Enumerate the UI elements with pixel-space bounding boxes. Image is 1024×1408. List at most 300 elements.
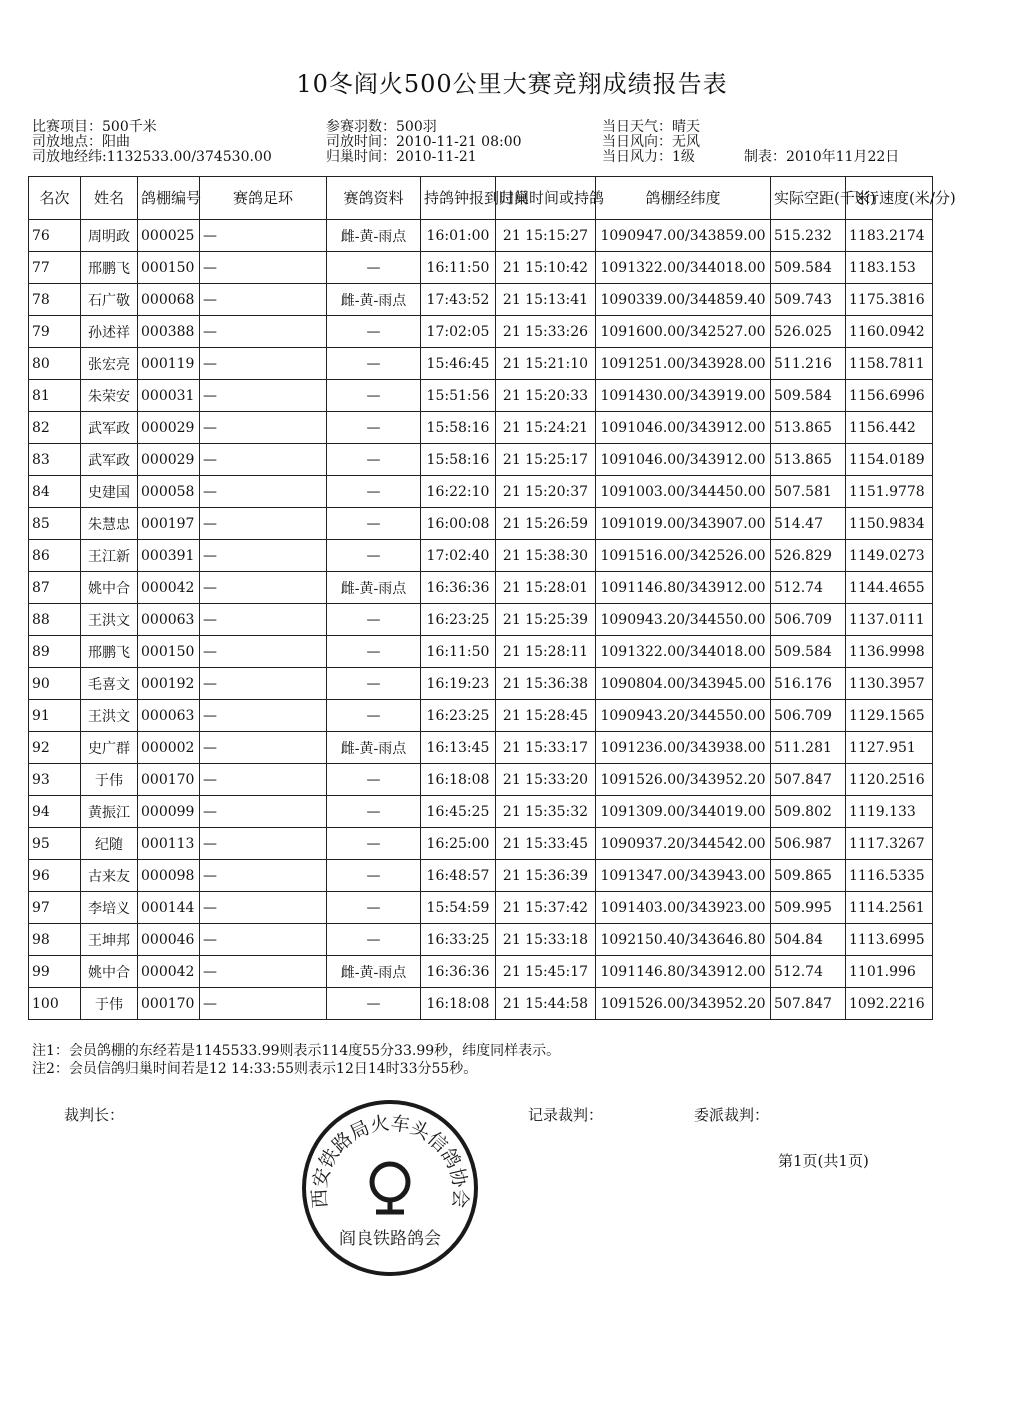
- row-distance: 507.847: [771, 988, 846, 1020]
- row-rank: 84: [29, 476, 81, 508]
- row-rank: 77: [29, 252, 81, 284]
- row-speed: 1117.3267: [846, 828, 933, 860]
- row-name: 孙述祥: [81, 316, 138, 348]
- row-ring: —: [200, 828, 327, 860]
- table-row: [29, 380, 933, 412]
- row-coords: 1090943.20/344550.00: [596, 700, 771, 732]
- row-ring: —: [200, 860, 327, 892]
- row-return-time: 21 15:25:39: [496, 604, 596, 636]
- row-coords: 1091526.00/343952.20: [596, 988, 771, 1020]
- row-name: 于伟: [81, 988, 138, 1020]
- header-clock-time: 持鸽钟报到时间: [421, 177, 496, 220]
- row-coords: 1091430.00/343919.00: [596, 380, 771, 412]
- row-info: —: [327, 892, 421, 924]
- row-info: 雌-黄-雨点: [327, 732, 421, 764]
- row-info: —: [327, 412, 421, 444]
- row-info: —: [327, 700, 421, 732]
- table-row: [29, 732, 933, 764]
- seal-outer-text: 西安铁路局火车头信鸽协会: [308, 1112, 472, 1209]
- row-speed: 1101.996: [846, 956, 933, 988]
- row-rank: 82: [29, 412, 81, 444]
- row-distance: 514.47: [771, 508, 846, 540]
- row-name: 王洪文: [81, 700, 138, 732]
- row-info: —: [327, 988, 421, 1020]
- row-ring: —: [200, 988, 327, 1020]
- row-clock-time: 16:45:25: [421, 796, 496, 828]
- row-coords: 1091236.00/343938.00: [596, 732, 771, 764]
- header-ring: 赛鸽足环: [200, 177, 327, 220]
- row-rank: 88: [29, 604, 81, 636]
- row-rank: 78: [29, 284, 81, 316]
- row-coords: 1091146.80/343912.00: [596, 956, 771, 988]
- row-ring: —: [200, 636, 327, 668]
- row-ring: —: [200, 892, 327, 924]
- row-coords: 1091046.00/343912.00: [596, 444, 771, 476]
- row-loft-no: 000058: [138, 476, 200, 508]
- row-loft-no: 000197: [138, 508, 200, 540]
- row-clock-time: 15:58:16: [421, 412, 496, 444]
- header-info: 赛鸽资料: [327, 177, 421, 220]
- row-info: —: [327, 316, 421, 348]
- chief-judge-label: 裁判长：: [64, 1106, 125, 1124]
- row-name: 纪随: [81, 828, 138, 860]
- row-info: —: [327, 380, 421, 412]
- page-indicator: 第1页(共1页): [778, 1152, 869, 1170]
- row-loft-no: 000042: [138, 956, 200, 988]
- row-ring: —: [200, 924, 327, 956]
- row-rank: 98: [29, 924, 81, 956]
- association-seal: [300, 1098, 480, 1278]
- row-distance: 511.281: [771, 732, 846, 764]
- row-loft-no: 000391: [138, 540, 200, 572]
- row-speed: 1158.7811: [846, 348, 933, 380]
- row-ring: —: [200, 444, 327, 476]
- row-name: 李培义: [81, 892, 138, 924]
- row-coords: 1091403.00/343923.00: [596, 892, 771, 924]
- table-row: [29, 412, 933, 444]
- row-ring: —: [200, 700, 327, 732]
- row-loft-no: 000144: [138, 892, 200, 924]
- row-coords: 1091600.00/342527.00: [596, 316, 771, 348]
- header-name: 姓名: [81, 177, 138, 220]
- row-return-time: 21 15:20:37: [496, 476, 596, 508]
- row-distance: 504.84: [771, 924, 846, 956]
- row-return-time: 21 15:33:26: [496, 316, 596, 348]
- table-row: [29, 636, 933, 668]
- row-distance: 511.216: [771, 348, 846, 380]
- row-clock-time: 16:11:50: [421, 636, 496, 668]
- row-name: 邢鹏飞: [81, 636, 138, 668]
- row-loft-no: 000063: [138, 700, 200, 732]
- row-rank: 90: [29, 668, 81, 700]
- row-distance: 515.232: [771, 220, 846, 252]
- row-coords: 1091046.00/343912.00: [596, 412, 771, 444]
- row-info: 雌-黄-雨点: [327, 220, 421, 252]
- row-clock-time: 16:00:08: [421, 508, 496, 540]
- row-return-time: 21 15:45:17: [496, 956, 596, 988]
- row-ring: —: [200, 412, 327, 444]
- meta-release-coords: 司放地经纬:1132533.00/374530.00: [32, 149, 272, 165]
- row-name: 姚中合: [81, 956, 138, 988]
- table-row: [29, 220, 933, 252]
- row-distance: 506.709: [771, 604, 846, 636]
- row-name: 姚中合: [81, 572, 138, 604]
- row-name: 王洪文: [81, 604, 138, 636]
- row-distance: 526.829: [771, 540, 846, 572]
- row-rank: 76: [29, 220, 81, 252]
- row-ring: —: [200, 764, 327, 796]
- row-clock-time: 16:25:00: [421, 828, 496, 860]
- row-distance: 509.865: [771, 860, 846, 892]
- row-name: 武军政: [81, 444, 138, 476]
- row-name: 张宏亮: [81, 348, 138, 380]
- row-return-time: 21 15:28:11: [496, 636, 596, 668]
- footnote-2: 注2：会员信鸽归巢时间若是12 14:33:55则表示12日14时33分55秒。: [32, 1061, 478, 1077]
- row-speed: 1119.133: [846, 796, 933, 828]
- row-rank: 91: [29, 700, 81, 732]
- row-coords: 1091003.00/344450.00: [596, 476, 771, 508]
- row-return-time: 21 15:35:32: [496, 796, 596, 828]
- row-info: 雌-黄-雨点: [327, 956, 421, 988]
- row-distance: 506.987: [771, 828, 846, 860]
- row-info: —: [327, 508, 421, 540]
- meta-release-time: 司放时间：2010-11-21 08:00: [326, 134, 522, 150]
- row-rank: 94: [29, 796, 81, 828]
- row-info: —: [327, 444, 421, 476]
- row-rank: 99: [29, 956, 81, 988]
- row-ring: —: [200, 796, 327, 828]
- row-speed: 1092.2216: [846, 988, 933, 1020]
- row-loft-no: 000099: [138, 796, 200, 828]
- row-return-time: 21 15:15:27: [496, 220, 596, 252]
- row-ring: —: [200, 316, 327, 348]
- header-loft-no: 鸽棚编号: [138, 177, 200, 220]
- row-name: 史建国: [81, 476, 138, 508]
- row-speed: 1160.0942: [846, 316, 933, 348]
- meta-right: [602, 120, 700, 165]
- row-name: 史广群: [81, 732, 138, 764]
- row-loft-no: 000042: [138, 572, 200, 604]
- row-return-time: 21 15:24:21: [496, 412, 596, 444]
- row-name: 邢鹏飞: [81, 252, 138, 284]
- row-rank: 85: [29, 508, 81, 540]
- row-return-time: 21 15:33:18: [496, 924, 596, 956]
- header-return-time: 归巢时间或持鸽: [496, 177, 596, 220]
- row-info: —: [327, 252, 421, 284]
- row-speed: 1175.3816: [846, 284, 933, 316]
- row-rank: 97: [29, 892, 81, 924]
- row-rank: 80: [29, 348, 81, 380]
- table-row: [29, 444, 933, 476]
- meta-release-place: 司放地点：阳曲: [32, 134, 130, 150]
- row-rank: 96: [29, 860, 81, 892]
- row-return-time: 21 15:44:58: [496, 988, 596, 1020]
- row-return-time: 21 15:36:39: [496, 860, 596, 892]
- results-table: [28, 176, 956, 1020]
- row-distance: 516.176: [771, 668, 846, 700]
- meta-middle: [326, 120, 522, 165]
- row-coords: 1090804.00/343945.00: [596, 668, 771, 700]
- row-distance: 513.865: [771, 444, 846, 476]
- row-speed: 1130.3957: [846, 668, 933, 700]
- row-rank: 79: [29, 316, 81, 348]
- row-coords: 1091019.00/343907.00: [596, 508, 771, 540]
- row-speed: 1116.5335: [846, 860, 933, 892]
- row-loft-no: 000063: [138, 604, 200, 636]
- row-loft-no: 000388: [138, 316, 200, 348]
- row-coords: 1091322.00/344018.00: [596, 636, 771, 668]
- row-loft-no: 000068: [138, 284, 200, 316]
- row-clock-time: 16:36:36: [421, 572, 496, 604]
- header-row: [29, 177, 933, 220]
- row-name: 王坤邦: [81, 924, 138, 956]
- row-rank: 81: [29, 380, 81, 412]
- row-speed: 1150.9834: [846, 508, 933, 540]
- row-name: 周明政: [81, 220, 138, 252]
- row-clock-time: 16:18:08: [421, 988, 496, 1020]
- row-coords: 1091309.00/344019.00: [596, 796, 771, 828]
- row-coords: 1090947.00/343859.00: [596, 220, 771, 252]
- row-clock-time: 15:51:56: [421, 380, 496, 412]
- row-return-time: 21 15:28:01: [496, 572, 596, 604]
- row-speed: 1120.2516: [846, 764, 933, 796]
- row-speed: 1149.0273: [846, 540, 933, 572]
- row-speed: 1144.4655: [846, 572, 933, 604]
- row-coords: 1091526.00/343952.20: [596, 764, 771, 796]
- row-speed: 1137.0111: [846, 604, 933, 636]
- row-rank: 87: [29, 572, 81, 604]
- row-loft-no: 000098: [138, 860, 200, 892]
- row-clock-time: 16:33:25: [421, 924, 496, 956]
- row-info: —: [327, 796, 421, 828]
- table-row: [29, 700, 933, 732]
- row-loft-no: 000150: [138, 636, 200, 668]
- row-clock-time: 16:13:45: [421, 732, 496, 764]
- row-info: —: [327, 668, 421, 700]
- footnote-1: 注1：会员鸽棚的东经若是1145533.99则表示114度55分33.99秒，纬度同样表示。: [32, 1043, 561, 1059]
- row-distance: 509.584: [771, 636, 846, 668]
- row-coords: 1091146.80/343912.00: [596, 572, 771, 604]
- row-coords: 1090339.00/344859.40: [596, 284, 771, 316]
- row-return-time: 21 15:20:33: [496, 380, 596, 412]
- row-name: 石广敬: [81, 284, 138, 316]
- meta-return-time: 归巢时间：2010-11-21: [326, 149, 477, 165]
- row-speed: 1151.9778: [846, 476, 933, 508]
- row-distance: 512.74: [771, 956, 846, 988]
- row-distance: 526.025: [771, 316, 846, 348]
- row-loft-no: 000150: [138, 252, 200, 284]
- row-ring: —: [200, 540, 327, 572]
- row-return-time: 21 15:28:45: [496, 700, 596, 732]
- table-row: [29, 540, 933, 572]
- row-clock-time: 16:19:23: [421, 668, 496, 700]
- header-coords: 鸽棚经纬度: [596, 177, 771, 220]
- row-return-time: 21 15:21:10: [496, 348, 596, 380]
- row-coords: 1090937.20/344542.00: [596, 828, 771, 860]
- meta-wind-force: 当日风力：1级: [602, 149, 695, 165]
- table-row: [29, 892, 933, 924]
- table-row: [29, 860, 933, 892]
- row-clock-time: 16:23:25: [421, 700, 496, 732]
- row-speed: 1156.6996: [846, 380, 933, 412]
- row-loft-no: 000192: [138, 668, 200, 700]
- table-row: [29, 828, 933, 860]
- row-loft-no: 000113: [138, 828, 200, 860]
- row-loft-no: 000046: [138, 924, 200, 956]
- row-loft-no: 000170: [138, 764, 200, 796]
- row-clock-time: 16:48:57: [421, 860, 496, 892]
- meta-made-by: 制表：2010年11月22日: [744, 149, 900, 165]
- row-name: 古来友: [81, 860, 138, 892]
- header-rank: 名次: [29, 177, 81, 220]
- row-ring: —: [200, 252, 327, 284]
- row-distance: 509.584: [771, 380, 846, 412]
- seal-inner-text: 阎良铁路鸽会: [339, 1229, 441, 1249]
- row-coords: 1091251.00/343928.00: [596, 348, 771, 380]
- table-row: [29, 348, 933, 380]
- row-return-time: 21 15:33:45: [496, 828, 596, 860]
- row-info: —: [327, 540, 421, 572]
- table-row: [29, 572, 933, 604]
- table-row: [29, 508, 933, 540]
- row-clock-time: 16:11:50: [421, 252, 496, 284]
- row-ring: —: [200, 668, 327, 700]
- row-loft-no: 000029: [138, 412, 200, 444]
- row-speed: 1129.1565: [846, 700, 933, 732]
- table-row: [29, 924, 933, 956]
- meta-event: 比赛项目：500千米: [32, 119, 157, 135]
- row-speed: 1183.2174: [846, 220, 933, 252]
- row-coords: 1091516.00/342526.00: [596, 540, 771, 572]
- row-speed: 1113.6995: [846, 924, 933, 956]
- row-clock-time: 16:18:08: [421, 764, 496, 796]
- row-return-time: 21 15:36:38: [496, 668, 596, 700]
- table-row: [29, 764, 933, 796]
- row-rank: 86: [29, 540, 81, 572]
- row-clock-time: 17:43:52: [421, 284, 496, 316]
- row-clock-time: 17:02:05: [421, 316, 496, 348]
- row-ring: —: [200, 508, 327, 540]
- row-distance: 509.802: [771, 796, 846, 828]
- row-coords: 1092150.40/343646.80: [596, 924, 771, 956]
- page-title: 10冬阎火500公里大赛竞翔成绩报告表: [296, 70, 728, 98]
- row-clock-time: 16:36:36: [421, 956, 496, 988]
- row-distance: 513.865: [771, 412, 846, 444]
- delegate-judge-label: 委派裁判：: [694, 1106, 770, 1124]
- row-info: 雌-黄-雨点: [327, 284, 421, 316]
- row-return-time: 21 15:13:41: [496, 284, 596, 316]
- row-ring: —: [200, 572, 327, 604]
- row-clock-time: 15:46:45: [421, 348, 496, 380]
- row-clock-time: 15:54:59: [421, 892, 496, 924]
- row-loft-no: 000119: [138, 348, 200, 380]
- row-distance: 509.584: [771, 252, 846, 284]
- row-rank: 93: [29, 764, 81, 796]
- row-ring: —: [200, 348, 327, 380]
- row-return-time: 21 15:38:30: [496, 540, 596, 572]
- row-return-time: 21 15:33:17: [496, 732, 596, 764]
- table-row: [29, 668, 933, 700]
- row-coords: 1091347.00/343943.00: [596, 860, 771, 892]
- header-distance: 实际空距(千米): [771, 177, 846, 220]
- row-info: 雌-黄-雨点: [327, 572, 421, 604]
- table-row: [29, 988, 933, 1020]
- railway-logo-icon: [372, 1164, 408, 1212]
- row-distance: 506.709: [771, 700, 846, 732]
- row-ring: —: [200, 604, 327, 636]
- row-distance: 512.74: [771, 572, 846, 604]
- row-speed: 1136.9998: [846, 636, 933, 668]
- row-name: 朱慧忠: [81, 508, 138, 540]
- row-name: 于伟: [81, 764, 138, 796]
- row-speed: 1183.153: [846, 252, 933, 284]
- meta-wind-dir: 当日风向：无风: [602, 134, 700, 150]
- row-clock-time: 16:22:10: [421, 476, 496, 508]
- row-speed: 1154.0189: [846, 444, 933, 476]
- table-row: [29, 252, 933, 284]
- row-clock-time: 15:58:16: [421, 444, 496, 476]
- row-loft-no: 000002: [138, 732, 200, 764]
- row-return-time: 21 15:37:42: [496, 892, 596, 924]
- footnotes: [32, 1042, 560, 1078]
- row-loft-no: 000170: [138, 988, 200, 1020]
- row-loft-no: 000029: [138, 444, 200, 476]
- row-ring: —: [200, 732, 327, 764]
- table-row: [29, 316, 933, 348]
- table-row: [29, 604, 933, 636]
- row-info: —: [327, 604, 421, 636]
- row-rank: 92: [29, 732, 81, 764]
- header-speed: 飞行速度(米/分): [846, 177, 933, 220]
- row-speed: 1156.442: [846, 412, 933, 444]
- row-name: 武军政: [81, 412, 138, 444]
- row-rank: 83: [29, 444, 81, 476]
- row-rank: 100: [29, 988, 81, 1020]
- row-distance: 507.847: [771, 764, 846, 796]
- row-info: —: [327, 860, 421, 892]
- row-distance: 509.743: [771, 284, 846, 316]
- row-rank: 89: [29, 636, 81, 668]
- meta-left: [32, 120, 272, 165]
- row-name: 黄振江: [81, 796, 138, 828]
- row-name: 王江新: [81, 540, 138, 572]
- row-info: —: [327, 924, 421, 956]
- row-ring: —: [200, 956, 327, 988]
- table-row: [29, 796, 933, 828]
- row-info: —: [327, 636, 421, 668]
- row-ring: —: [200, 476, 327, 508]
- row-clock-time: 16:23:25: [421, 604, 496, 636]
- row-coords: 1090943.20/344550.00: [596, 604, 771, 636]
- row-return-time: 21 15:26:59: [496, 508, 596, 540]
- row-coords: 1091322.00/344018.00: [596, 252, 771, 284]
- row-ring: —: [200, 380, 327, 412]
- row-distance: 507.581: [771, 476, 846, 508]
- row-info: —: [327, 476, 421, 508]
- row-distance: 509.995: [771, 892, 846, 924]
- meta-bird-count: 参赛羽数：500羽: [326, 119, 437, 135]
- table-row: [29, 956, 933, 988]
- row-return-time: 21 15:33:20: [496, 764, 596, 796]
- row-clock-time: 17:02:40: [421, 540, 496, 572]
- row-name: 毛喜文: [81, 668, 138, 700]
- row-rank: 95: [29, 828, 81, 860]
- table-row: [29, 476, 933, 508]
- row-clock-time: 16:01:00: [421, 220, 496, 252]
- row-loft-no: 000031: [138, 380, 200, 412]
- row-speed: 1127.951: [846, 732, 933, 764]
- row-ring: —: [200, 284, 327, 316]
